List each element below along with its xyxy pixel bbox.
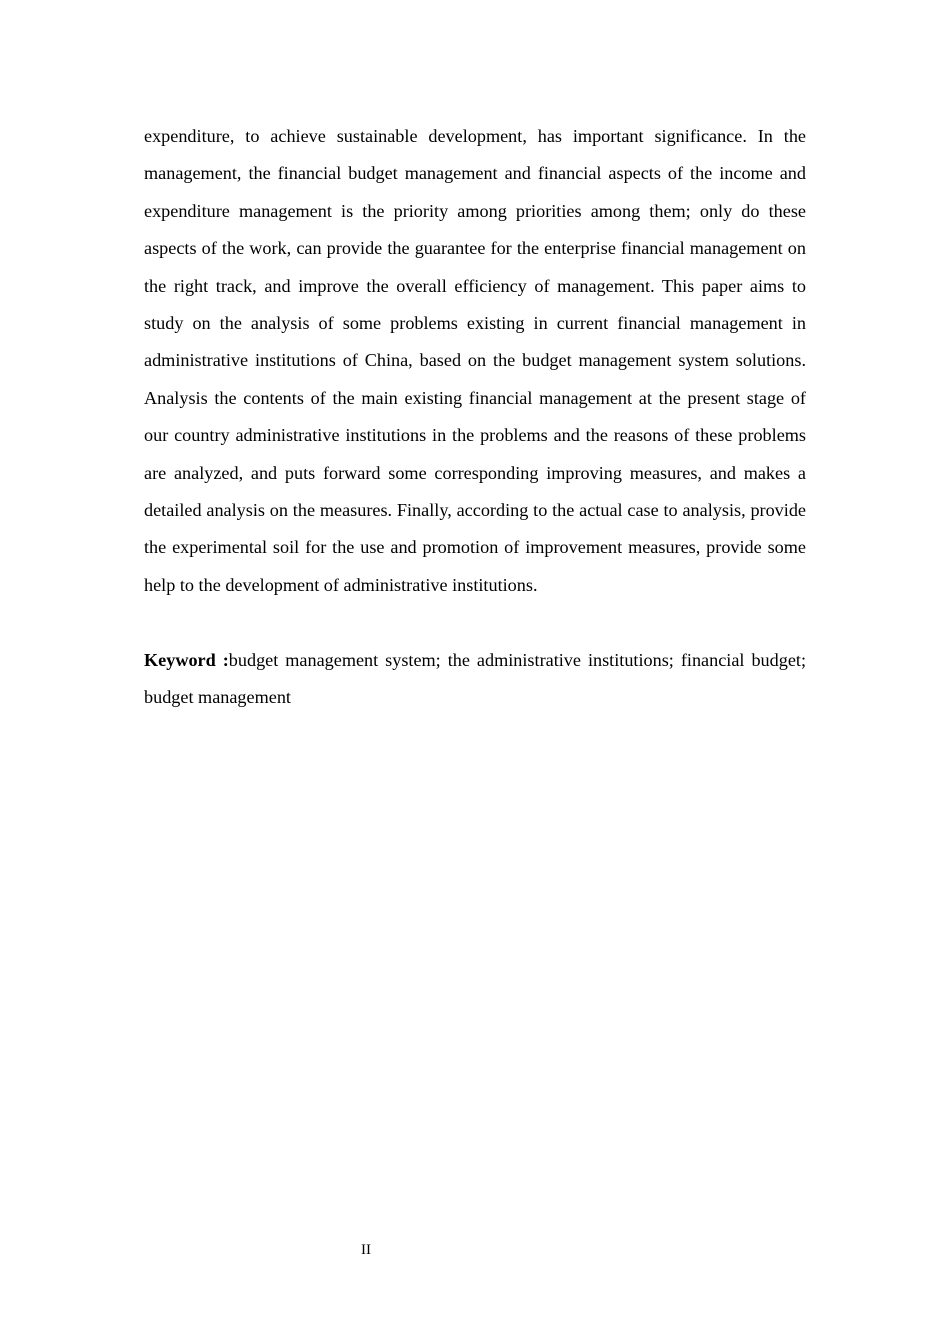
keywords-paragraph	[144, 642, 806, 717]
page-number: II	[361, 1242, 371, 1258]
keywords-list: budget management system; the administrative institutions; financial budget; budget management	[144, 649, 806, 708]
abstract-body	[144, 118, 806, 716]
abstract-paragraph: expenditure, to achieve sustainable development, has important significance. In the management, the financial budget management and financial aspects of the income and expenditure management is the priority among priorities among them; only do these aspects of the work, can provide the guarantee for the enterprise financial management on the right track, and improve the overall efficiency of management. This paper aims to study on the analysis of some problems existing in current financial management in administrative institutions of China, based on the budget management system solutions. Analysis the contents of the main existing financial management at the present stage of our country administrative institutions in the problems and the reasons of these problems are analyzed, and puts forward some corresponding improving measures, and makes a detailed analysis on the measures. Finally, according to the actual case to analysis, provide the experimental soil for the use and promotion of improvement measures, provide some help to the development of administrative institutions.	[144, 126, 806, 595]
keywords-label: Keyword :	[144, 649, 229, 670]
